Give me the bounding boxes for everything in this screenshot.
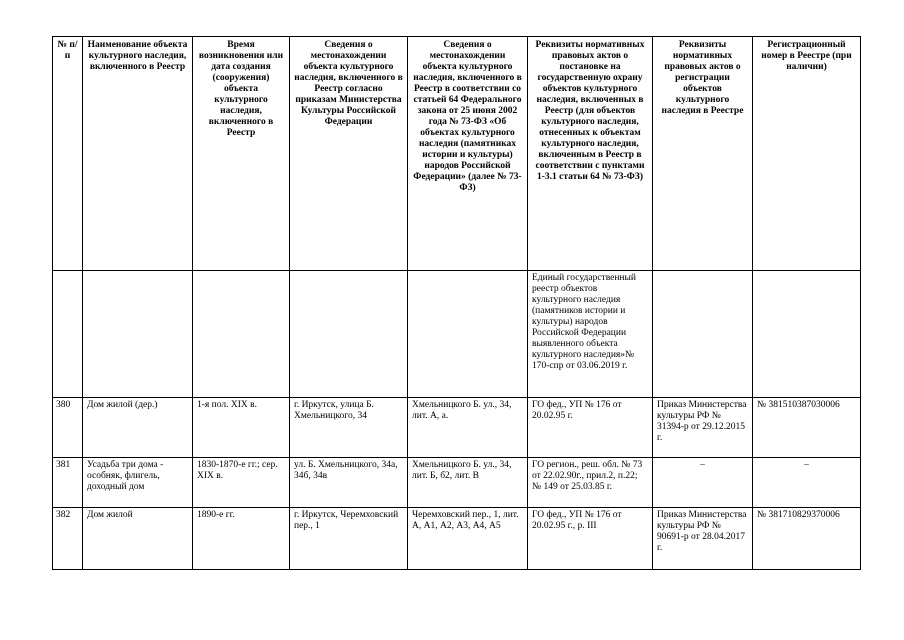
location-law-cell: Хмельницкого Б. ул., 34, лит. А, а. (408, 398, 528, 458)
location-law-cell: Черемховский пер., 1, лит. А, А1, А2, А3, А4, А5 (408, 508, 528, 570)
table-cell (290, 271, 408, 398)
continuation-text-cell: Единый государственный реестр объектов культурного наследия (памятников истории и культуры) народов Российской Федерации выявленного объекта культурного наследия»№ 170-спр от 03.06.2019 г. (528, 271, 653, 398)
location-law-cell: Хмельницкого Б. ул., 34, лит. Б, б2, лит. В (408, 458, 528, 508)
header-location-ministry: Сведения о местонахождении объекта культурного наследия, включенного в Реестр согласно приказам Министерства Культуры Российской Федерации (290, 37, 408, 271)
location-ministry-cell: г. Иркутск, Черемховский пер., 1 (290, 508, 408, 570)
header-registration-number: Регистрационный номер в Реестре (при наличии) (753, 37, 861, 271)
object-name-cell: Дом жилой (дер.) (83, 398, 193, 458)
registration-act-cell: – (653, 458, 753, 508)
registration-act-cell: Приказ Министерства культуры РФ № 31394-р от 29.12.2015 г. (653, 398, 753, 458)
header-number: № п/п (53, 37, 83, 271)
protection-act-cell: ГО фед., УП № 176 от 20.02.95 г. (528, 398, 653, 458)
protection-act-cell: ГО фед., УП № 176 от 20.02.95 г., р. III (528, 508, 653, 570)
table-row-continuation (53, 271, 861, 398)
header-row (53, 37, 861, 271)
header-protection-acts: Реквизиты нормативных правовых актов о постановке на государственную охрану объектов культурного наследия, включенных в Реестр (для объектов культурного наследия, отнесенных к объектам культурного наследия, включенным в Реестр в соответствии с пунктами 1-3.1 статьи 64 № 73-ФЗ) (528, 37, 653, 271)
row-number: 380 (53, 398, 83, 458)
registration-number-cell: № 381510387030006 (753, 398, 861, 458)
object-name-cell: Дом жилой (83, 508, 193, 570)
object-name-cell: Усадьба три дома - особняк, флигель, доходный дом (83, 458, 193, 508)
protection-act-cell: ГО регион., реш. обл. № 73 от 22.02.90г., прил.2, п.22; № 149 от 25.03.85 г. (528, 458, 653, 508)
registration-act-cell: Приказ Министерства культуры РФ № 90691-р от 28.04.2017 г. (653, 508, 753, 570)
table-cell (753, 271, 861, 398)
registration-number-cell: № 381710829370006 (753, 508, 861, 570)
creation-date-cell: 1-я пол. XIX в. (193, 398, 290, 458)
row-number: 381 (53, 458, 83, 508)
header-creation-date: Время возникновения или дата создания (сооружения) объекта культурного наследия, включенного в Реестр (193, 37, 290, 271)
table-cell (83, 271, 193, 398)
table-cell (653, 271, 753, 398)
header-registration-acts: Реквизиты нормативных правовых актов о регистрации объектов культурного наследия в Реестре (653, 37, 753, 271)
table-cell (193, 271, 290, 398)
location-ministry-cell: г. Иркутск, улица Б. Хмельницкого, 34 (290, 398, 408, 458)
table-row (53, 508, 861, 570)
header-object-name: Наименование объекта культурного наследия, включенного в Реестр (83, 37, 193, 271)
location-ministry-cell: ул. Б. Хмельницкого, 34а, 34б, 34в (290, 458, 408, 508)
heritage-registry-table (52, 36, 861, 570)
creation-date-cell: 1890-е гг. (193, 508, 290, 570)
table-row (53, 458, 861, 508)
table-row (53, 398, 861, 458)
row-number: 382 (53, 508, 83, 570)
table-cell (408, 271, 528, 398)
creation-date-cell: 1830-1870-е гг.; сер. XIX в. (193, 458, 290, 508)
header-location-law: Сведения о местонахождении объекта культурного наследия, включенного в Реестр в соответствии со статьей 64 Федерального закона от 25 июня 2002 года № 73-ФЗ «Об объектах культурного наследия (памятниках истории и культуры) народов Российской Федерации» (далее № 73-ФЗ) (408, 37, 528, 271)
registration-number-cell: – (753, 458, 861, 508)
table-cell (53, 271, 83, 398)
